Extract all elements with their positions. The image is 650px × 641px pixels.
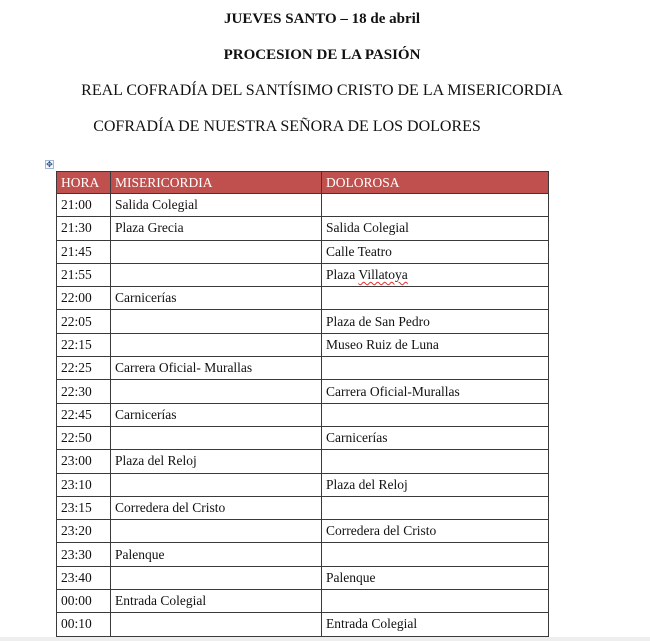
cell-misericordia[interactable] xyxy=(111,263,322,286)
cell-misericordia[interactable] xyxy=(111,520,322,543)
table-row xyxy=(57,287,549,310)
table-row xyxy=(57,403,549,426)
cell-misericordia[interactable]: Entrada Colegial xyxy=(111,590,322,613)
cell-dolorosa[interactable]: Corredera del Cristo xyxy=(322,520,549,543)
table-row xyxy=(57,566,549,589)
header-hora: HORA xyxy=(57,172,111,194)
table-row xyxy=(57,590,549,613)
cell-hora[interactable]: 00:10 xyxy=(57,613,111,636)
schedule-table xyxy=(56,171,549,637)
cell-dolorosa[interactable] xyxy=(322,496,549,519)
cell-dolorosa[interactable]: Plaza del Reloj xyxy=(322,473,549,496)
table-row xyxy=(57,263,549,286)
page-bottom-divider xyxy=(0,637,650,641)
table-body xyxy=(57,194,549,637)
cell-hora[interactable]: 21:55 xyxy=(57,263,111,286)
cell-dolorosa[interactable] xyxy=(322,450,549,473)
table-row xyxy=(57,473,549,496)
cell-hora[interactable]: 21:30 xyxy=(57,217,111,240)
spellcheck-flagged-word[interactable]: Villatoya xyxy=(358,267,408,283)
cell-dolorosa[interactable] xyxy=(322,194,549,217)
cell-hora[interactable]: 00:00 xyxy=(57,590,111,613)
table-row xyxy=(57,357,549,380)
table-row xyxy=(57,543,549,566)
cell-misericordia[interactable] xyxy=(111,613,322,636)
cell-dolorosa[interactable] xyxy=(322,543,549,566)
table-row xyxy=(57,240,549,263)
cell-misericordia[interactable]: Carnicerías xyxy=(111,287,322,310)
cell-hora[interactable]: 23:30 xyxy=(57,543,111,566)
cell-misericordia[interactable]: Salida Colegial xyxy=(111,194,322,217)
table-row xyxy=(57,496,549,519)
cell-dolorosa[interactable] xyxy=(322,590,549,613)
cell-misericordia[interactable]: Carnicerías xyxy=(111,403,322,426)
cell-hora[interactable]: 22:50 xyxy=(57,426,111,449)
cell-dolorosa[interactable] xyxy=(322,403,549,426)
cell-misericordia[interactable] xyxy=(111,240,322,263)
table-row xyxy=(57,217,549,240)
cell-hora[interactable]: 23:10 xyxy=(57,473,111,496)
cell-dolorosa[interactable]: Plaza de San Pedro xyxy=(322,310,549,333)
table-row xyxy=(57,310,549,333)
cell-misericordia[interactable] xyxy=(111,310,322,333)
cell-misericordia[interactable]: Plaza Grecia xyxy=(111,217,322,240)
cell-dolorosa[interactable]: Carnicerías xyxy=(322,426,549,449)
cell-dolorosa[interactable]: Palenque xyxy=(322,566,549,589)
cell-dolorosa[interactable] xyxy=(322,287,549,310)
cell-dolorosa[interactable]: Calle Teatro xyxy=(322,240,549,263)
table-row xyxy=(57,380,549,403)
title-procession: PROCESION DE LA PASIÓN xyxy=(223,47,421,63)
table-row xyxy=(57,520,549,543)
move-arrows-icon[interactable]: ✥ xyxy=(46,160,53,169)
cell-hora[interactable]: 23:00 xyxy=(57,450,111,473)
table-header-row xyxy=(57,172,549,194)
cell-hora[interactable]: 22:30 xyxy=(57,380,111,403)
cell-misericordia[interactable]: Plaza del Reloj xyxy=(111,450,322,473)
cell-hora[interactable]: 22:15 xyxy=(57,333,111,356)
cell-misericordia[interactable]: Corredera del Cristo xyxy=(111,496,322,519)
cell-misericordia[interactable] xyxy=(111,426,322,449)
cell-hora[interactable]: 22:05 xyxy=(57,310,111,333)
cell-misericordia[interactable] xyxy=(111,473,322,496)
header-misericordia: MISERICORDIA xyxy=(111,172,322,194)
table-row xyxy=(57,333,549,356)
table-row xyxy=(57,194,549,217)
cell-misericordia[interactable]: Carrera Oficial- Murallas xyxy=(111,357,322,380)
cell-dolorosa[interactable] xyxy=(322,357,549,380)
cell-dolorosa[interactable]: Entrada Colegial xyxy=(322,613,549,636)
cell-hora[interactable]: 23:15 xyxy=(57,496,111,519)
title-cofradia-dolores: COFRADÍA DE NUESTRA SEÑORA DE LOS DOLORES xyxy=(93,118,481,135)
cell-misericordia[interactable]: Palenque xyxy=(111,543,322,566)
cell-misericordia[interactable] xyxy=(111,380,322,403)
header-dolorosa: DOLOROSA xyxy=(322,172,549,194)
cell-hora[interactable]: 22:00 xyxy=(57,287,111,310)
cell-dolorosa[interactable]: Salida Colegial xyxy=(322,217,549,240)
cell-hora[interactable]: 23:40 xyxy=(57,566,111,589)
cell-hora[interactable]: 22:45 xyxy=(57,403,111,426)
cell-hora[interactable]: 22:25 xyxy=(57,357,111,380)
cell-dolorosa[interactable] xyxy=(322,263,549,286)
table-row xyxy=(57,426,549,449)
cell-misericordia[interactable] xyxy=(111,333,322,356)
title-date: JUEVES SANTO – 18 de abril xyxy=(223,11,420,27)
cell-hora[interactable]: 21:45 xyxy=(57,240,111,263)
cell-dolorosa[interactable]: Carrera Oficial-Murallas xyxy=(322,380,549,403)
table-row xyxy=(57,613,549,636)
table-row xyxy=(57,450,549,473)
cell-hora[interactable]: 23:20 xyxy=(57,520,111,543)
cell-misericordia[interactable] xyxy=(111,566,322,589)
cell-hora[interactable]: 21:00 xyxy=(57,194,111,217)
cell-text: Plaza xyxy=(326,267,359,283)
cell-dolorosa[interactable]: Museo Ruiz de Luna xyxy=(322,333,549,356)
title-cofradia-misericordia: REAL COFRADÍA DEL SANTÍSIMO CRISTO DE LA MISERICORDIA xyxy=(81,82,563,99)
